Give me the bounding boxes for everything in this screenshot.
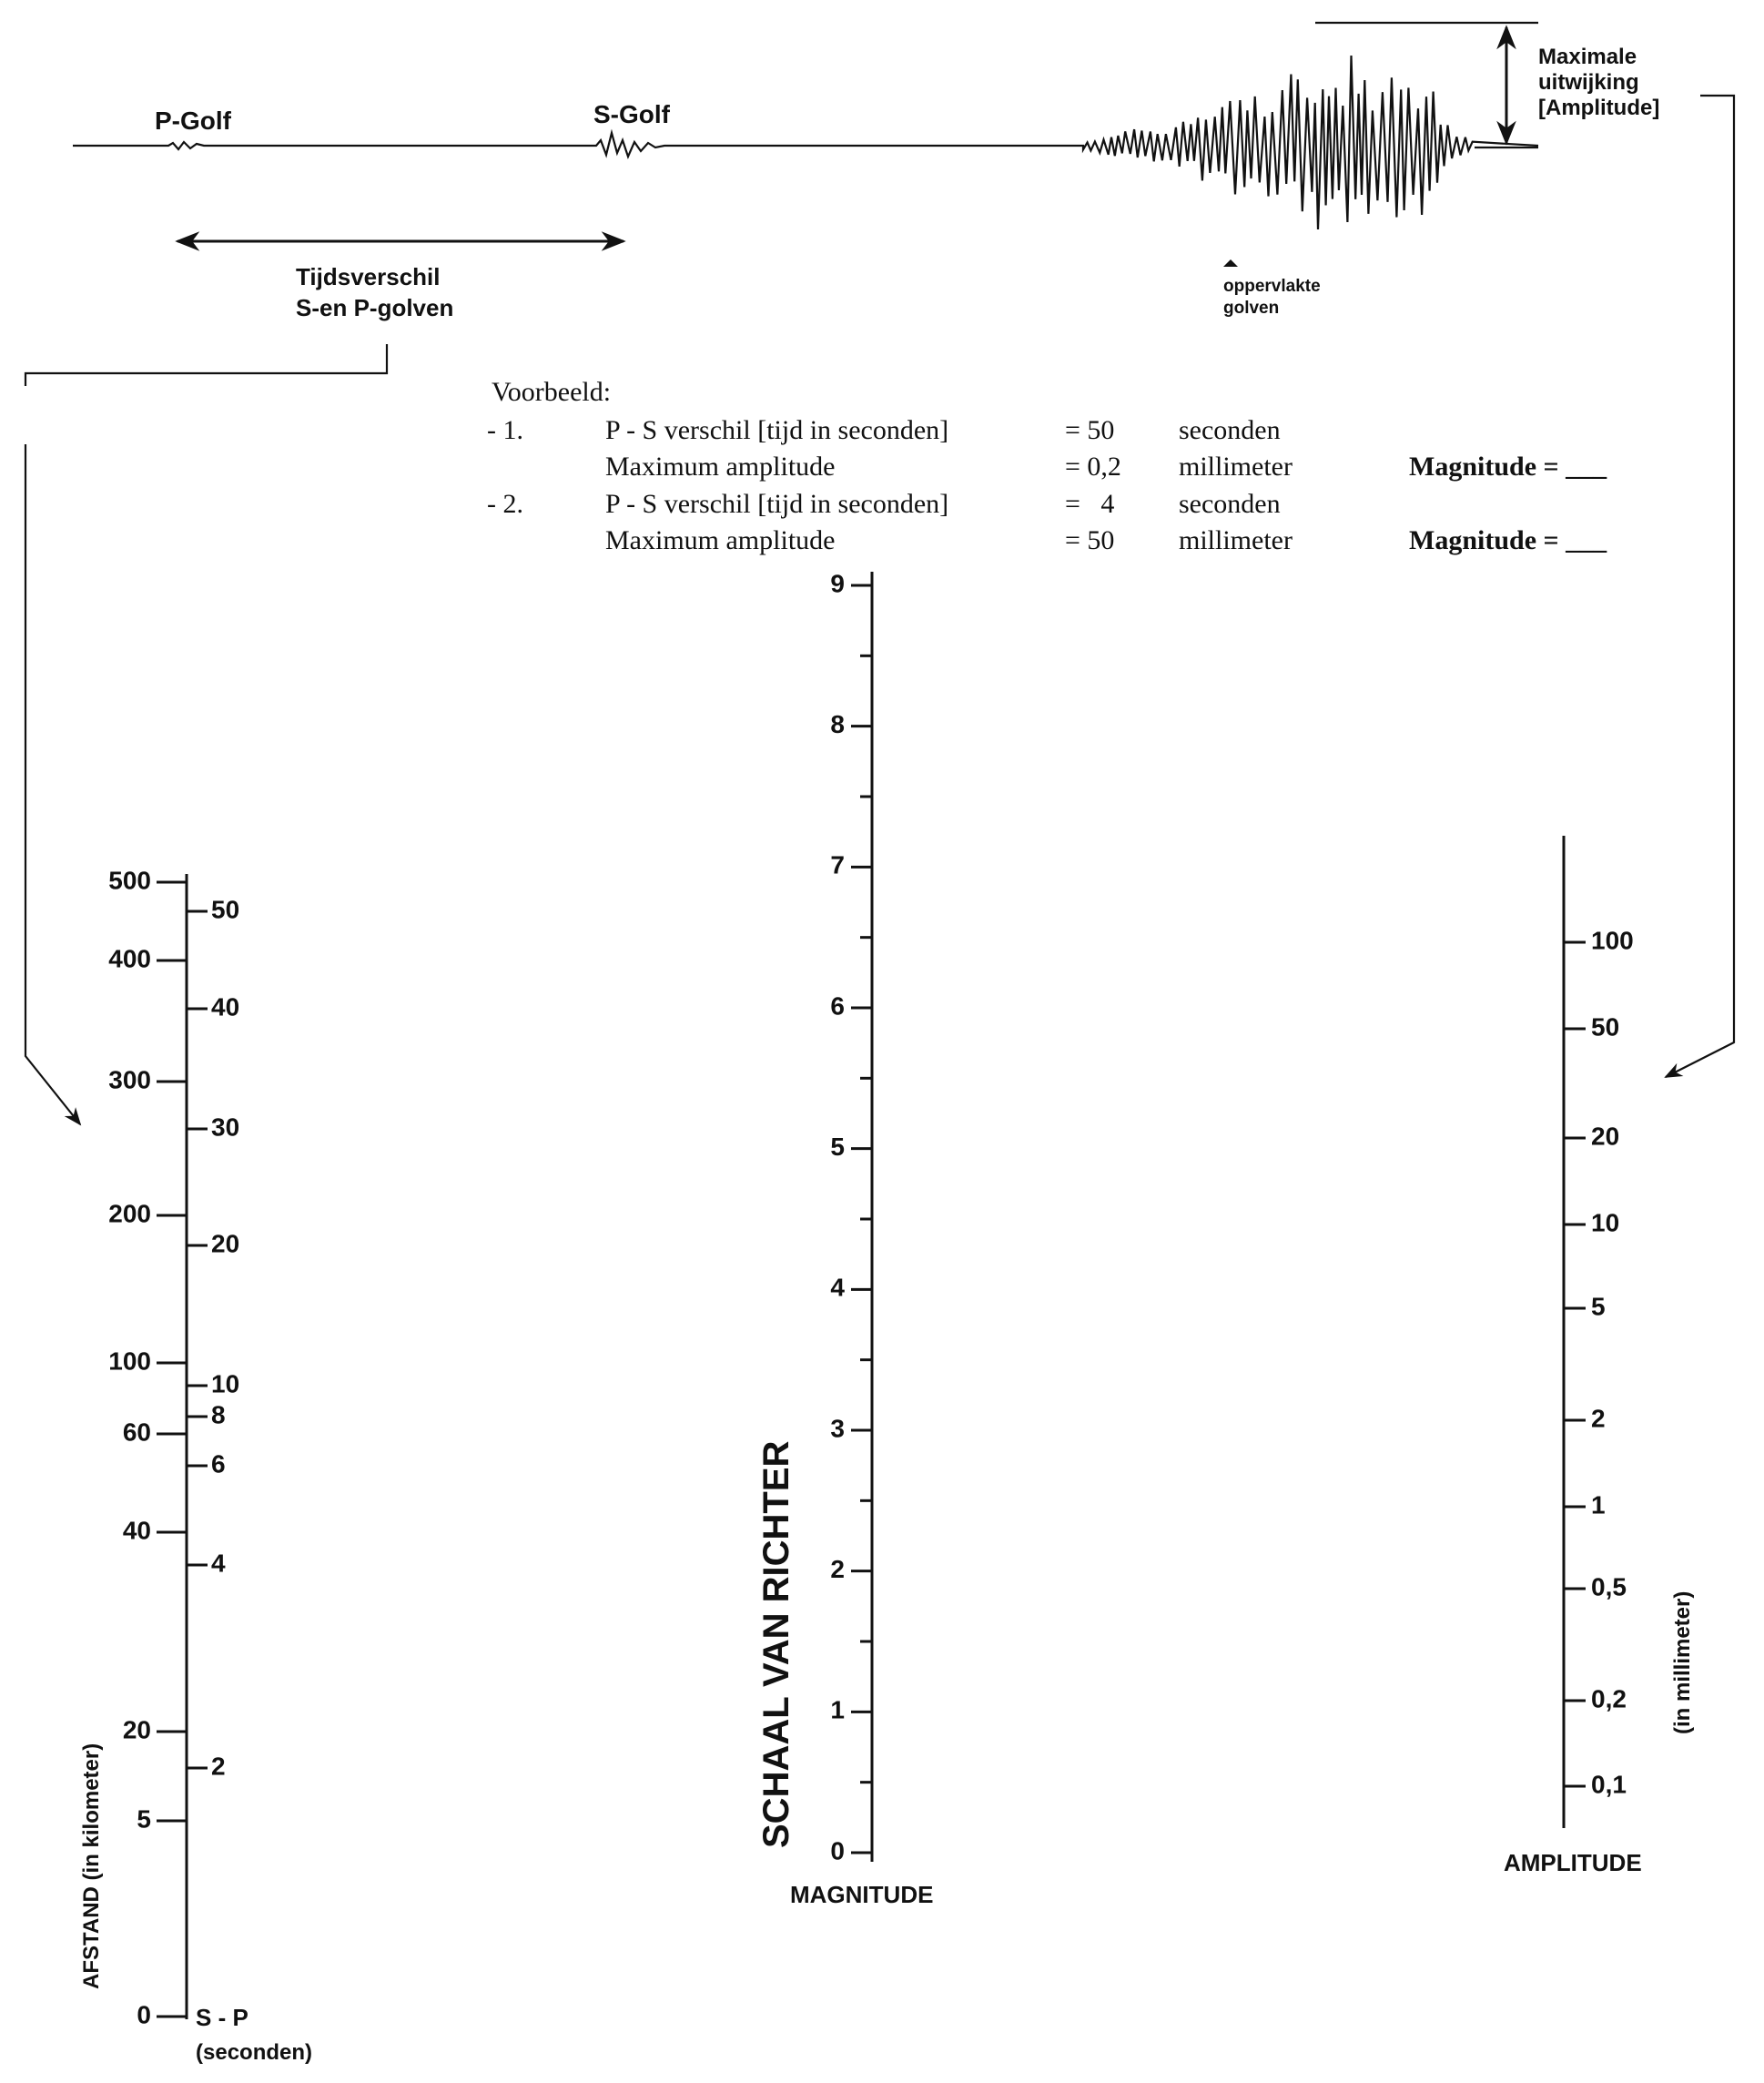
magnitude-tick-label: 6 (830, 991, 845, 1021)
amplitude-tick-label: 10 (1591, 1208, 1620, 1237)
magnitude-tick-label: 7 (830, 850, 845, 879)
distance-axis-label: AFSTAND (in kilometer) (79, 1743, 104, 1989)
example-2-ps-value: = 4 (1065, 489, 1115, 519)
sp-seconds-tick-label: 50 (211, 895, 240, 924)
sp-seconds-tick-label: 2 (211, 1752, 226, 1781)
amplitude-label-line3: [Amplitude] (1538, 96, 1660, 120)
magnitude-tick-label: 1 (830, 1695, 845, 1724)
sp-seconds-tick-label: 6 (211, 1449, 226, 1478)
magnitude-label: MAGNITUDE (790, 1881, 934, 1908)
left-connector-arrow (25, 444, 80, 1124)
amplitude-tick-label: 20 (1591, 1122, 1620, 1151)
s-wave-label: S-Golf (593, 100, 670, 128)
amplitude-scale (1504, 836, 1695, 1876)
example-2-amp-value: = 50 (1065, 525, 1115, 555)
example-1-ps-value: = 50 (1065, 415, 1115, 445)
magnitude-scale (756, 569, 933, 1908)
distance-km-tick-label: 100 (108, 1346, 151, 1376)
sp-seconds-tick-label: 20 (211, 1229, 240, 1258)
sp-seconds-label: (seconden) (196, 2040, 313, 2065)
distance-scale (79, 866, 312, 2065)
amplitude-label-line1: Maximale (1538, 45, 1637, 69)
distance-km-tick-label: 60 (122, 1417, 151, 1447)
sp-seconds-tick-label: 30 (211, 1113, 240, 1142)
distance-km-tick-label: 5 (137, 1804, 151, 1834)
example-2-ps-label: P - S verschil [tijd in seconden] (605, 489, 949, 519)
sp-label: S - P (196, 2004, 248, 2031)
sp-seconds-tick-label: 4 (211, 1549, 226, 1578)
time-difference-label-line2: S-en P-golven (296, 294, 454, 321)
magnitude-tick-label: 2 (830, 1555, 845, 1584)
example-block (487, 377, 1607, 555)
amplitude-tick-label: 2 (1591, 1404, 1606, 1433)
example-2-magnitude-answer: Magnitude = ___ (1409, 525, 1607, 555)
seismogram-trace (73, 56, 1538, 229)
surface-waves-label-line1: oppervlakte (1223, 277, 1321, 296)
amplitude-bottom-label: AMPLITUDE (1504, 1849, 1642, 1876)
right-connector-line (1666, 96, 1734, 1077)
example-1-amp-label: Maximum amplitude (605, 452, 836, 482)
magnitude-ticks (830, 569, 872, 1865)
magnitude-tick-label: 8 (830, 710, 845, 739)
distance-km-tick-label: 0 (137, 2000, 151, 2029)
surface-waves-marker-icon (1223, 259, 1238, 267)
surface-waves-label-line2: golven (1223, 299, 1280, 318)
example-2-amp-label: Maximum amplitude (605, 525, 836, 555)
example-1-amp-value: = 0,2 (1065, 452, 1121, 482)
example-1-number: - 1. (487, 415, 523, 445)
sp-seconds-tick-label: 10 (211, 1369, 240, 1398)
example-heading: Voorbeeld: (492, 377, 612, 407)
amplitude-ticks (1564, 926, 1634, 1798)
amplitude-tick-label: 100 (1591, 926, 1634, 955)
p-wave-label: P-Golf (155, 107, 231, 135)
richter-scale-label: SCHAAL VAN RICHTER (756, 1440, 796, 1848)
time-difference-label-line1: Tijdsverschil (296, 263, 441, 290)
example-2-amp-unit: millimeter (1179, 525, 1293, 555)
sp-seconds-tick-label: 40 (211, 992, 240, 1021)
example-2-number: - 2. (487, 489, 523, 519)
magnitude-tick-label: 5 (830, 1133, 845, 1162)
example-2-ps-unit: seconden (1179, 489, 1281, 519)
amplitude-tick-label: 0,2 (1591, 1684, 1627, 1713)
example-1-ps-unit: seconden (1179, 415, 1281, 445)
amplitude-tick-label: 1 (1591, 1490, 1606, 1519)
amplitude-tick-label: 50 (1591, 1012, 1620, 1042)
distance-km-tick-label: 400 (108, 944, 151, 973)
amplitude-tick-label: 5 (1591, 1292, 1606, 1321)
magnitude-tick-label: 0 (830, 1836, 845, 1865)
seismogram (73, 23, 1659, 321)
magnitude-tick-label: 3 (830, 1414, 845, 1443)
distance-km-tick-label: 200 (108, 1199, 151, 1228)
left-connector-line (25, 344, 387, 386)
example-1-magnitude-answer: Magnitude = ___ (1409, 452, 1607, 482)
distance-km-tick-label: 40 (122, 1516, 151, 1545)
distance-km-ticks (108, 866, 187, 2028)
amplitude-label-line2: uitwijking (1538, 70, 1639, 95)
distance-km-tick-label: 20 (122, 1715, 151, 1744)
sp-seconds-tick-label: 8 (211, 1400, 226, 1429)
distance-km-tick-label: 500 (108, 866, 151, 895)
amplitude-tick-label: 0,5 (1591, 1572, 1627, 1601)
sp-seconds-ticks (187, 895, 239, 1780)
magnitude-tick-label: 4 (830, 1273, 845, 1302)
amplitude-tick-label: 0,1 (1591, 1770, 1627, 1799)
example-1-amp-unit: millimeter (1179, 452, 1293, 482)
distance-km-tick-label: 300 (108, 1065, 151, 1094)
amplitude-unit-label: (in millimeter) (1670, 1590, 1695, 1734)
example-1-ps-label: P - S verschil [tijd in seconden] (605, 415, 949, 445)
magnitude-tick-label: 9 (830, 569, 845, 598)
